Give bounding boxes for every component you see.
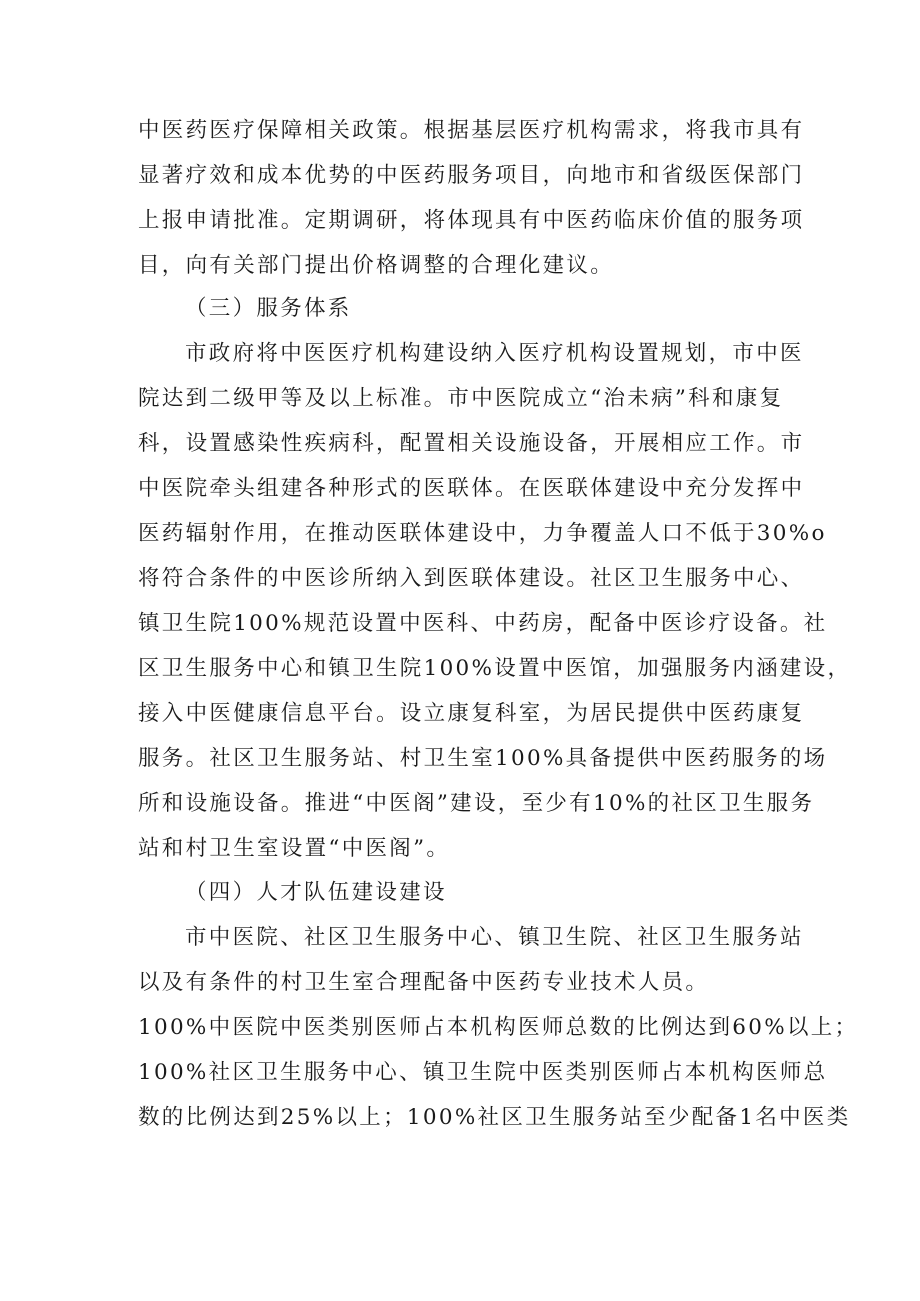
text-line: 中医药医疗保障相关政策。根据基层医疗机构需求，将我市具有 [138, 118, 805, 143]
text-line: 100%社区卫生服务中心、镇卫生院中医类别医师占本机构医师总 [138, 1060, 828, 1085]
text-line: 以及有条件的村卫生室合理配备中医药专业技术人员。 [138, 970, 710, 995]
text-line: 所和设施设备。推进“中医阁”建设，至少有10%的社区卫生服务 [138, 791, 815, 816]
text-line: 医药辐射作用，在推动医联体建设中，力争覆盖人口不低于30%o [138, 521, 827, 546]
text-line: 中医院牵头组建各种形式的医联体。在医联体建设中充分发挥中 [138, 476, 805, 501]
text-line: 科，设置感染性疾病科，配置相关设施设备，开展相应工作。市 [138, 431, 805, 456]
text-line: 将符合条件的中医诊所纳入到医联体建设。社区卫生服务中心、 [138, 566, 805, 591]
text-line: 镇卫生院100%规范设置中医科、中药房，配备中医诊疗设备。社 [138, 611, 828, 636]
text-line: 目，向有关部门提出价格调整的合理化建议。 [138, 253, 615, 278]
text-line: 区卫生服务中心和镇卫生院100%设置中医馆，加强服务内涵建设， [138, 656, 852, 681]
text-line: 数的比例达到25%以上；100%社区卫生服务站至少配备1名中医类 [138, 1105, 851, 1130]
section-heading: （四）人才队伍建设建设 [185, 880, 447, 905]
text-line: 院达到二级甲等及以上标准。市中医院成立“治未病”科和康复 [138, 386, 784, 411]
text-line: 站和村卫生室设置“中医阁”。 [138, 836, 451, 861]
text-line: 上报申请批准。定期调研，将体现具有中医药临床价值的服务项 [138, 208, 805, 233]
text-line: 100%中医院中医类别医师占本机构医师总数的比例达到60%以上； [138, 1015, 859, 1040]
text-line: 显著疗效和成本优势的中医药服务项目，向地市和省级医保部门 [138, 163, 805, 188]
text-line: 市政府将中医医疗机构建设纳入医疗机构设置规划，市中医 [185, 341, 804, 366]
section-heading: （三）服务体系 [185, 296, 352, 321]
text-line: 市中医院、社区卫生服务中心、镇卫生院、社区卫生服务站 [185, 925, 804, 950]
text-line: 服务。社区卫生服务站、村卫生室100%具备提供中医药服务的场 [138, 746, 828, 771]
text-line: 接入中医健康信息平台。设立康复科室，为居民提供中医药康复 [138, 701, 805, 726]
